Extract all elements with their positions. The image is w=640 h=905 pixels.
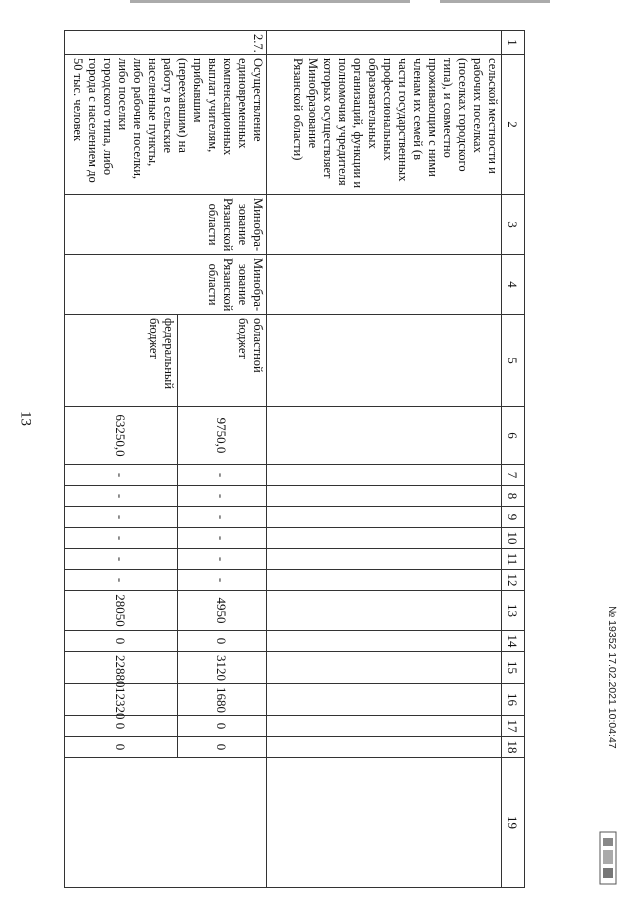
cell-value: - [178, 528, 267, 549]
column-header: 4 [502, 255, 525, 315]
cell-value: - [178, 549, 267, 570]
cell-value: - [65, 507, 178, 528]
cell-value: 22880 [65, 652, 178, 684]
cell-value: - [65, 570, 178, 591]
column-header: 2 [502, 55, 525, 195]
cell-value: 4950 [178, 591, 267, 631]
scan-edge-mark [440, 0, 550, 3]
cell-value: - [178, 570, 267, 591]
scan-edge-mark [130, 0, 410, 3]
column-header: 7 [502, 465, 525, 486]
cell-value: - [65, 486, 178, 507]
row-description: сельской местности и рабочих поселках (поселках городского типа), и совместно проживающим с ними членам их семей (в части государственных профессиональных образовательных организаций, функции и полномочия учредителя которых осуществляет Минобразование Рязанской области) [267, 55, 502, 195]
total-value: 9750,0 [178, 407, 267, 465]
column-header: 5 [502, 315, 525, 407]
row-description: Осуществление единовременных компенсационных выплат учителям, прибывшим (переехавшим) на работу в сельские населенные пункты, либо рабочие поселки, либо поселки городского типа, либо города с населением до 50 тыс. человек [65, 55, 267, 195]
column-header: 18 [502, 737, 525, 758]
column-header: 13 [502, 591, 525, 631]
cell-value: 12320 [65, 684, 178, 716]
registration-stamp-text: № 19352 17.02.2021 10:04:47 [606, 606, 618, 749]
cell-value: 0 [65, 737, 178, 758]
cell-value: - [65, 549, 178, 570]
header-row [502, 31, 525, 888]
table-row-2-7-regional [178, 31, 267, 888]
cell-value: 0 [65, 716, 178, 737]
coat-of-arms-icon [596, 828, 620, 888]
cell-value: 0 [178, 631, 267, 652]
cell-value: 1680 [178, 684, 267, 716]
funding-source: областной бюджет [178, 315, 267, 407]
column-header: 8 [502, 486, 525, 507]
column-header: 11 [502, 549, 525, 570]
cell-value: - [178, 507, 267, 528]
page-number: 13 [17, 411, 34, 426]
column-header: 12 [502, 570, 525, 591]
column-header: 16 [502, 684, 525, 716]
row-number: 2.7. [65, 31, 267, 55]
cell-value: 28050 [65, 591, 178, 631]
column-header: 10 [502, 528, 525, 549]
main-manager: Минобра-зование Рязанской области [65, 255, 267, 315]
column-header: 6 [502, 407, 525, 465]
cell-value: 0 [65, 631, 178, 652]
registration-stamp [596, 606, 618, 826]
table-row-continued [267, 31, 502, 888]
column-header: 19 [502, 758, 525, 888]
total-value: 63250,0 [65, 407, 178, 465]
cell-value: - [65, 465, 178, 486]
funding-source: федеральный бюджет [65, 315, 178, 407]
responsible-executor: Минобра-зование Рязанской области [65, 195, 267, 255]
column-header: 14 [502, 631, 525, 652]
column-header: 1 [502, 31, 525, 55]
column-header: 17 [502, 716, 525, 737]
cell-value: - [65, 528, 178, 549]
column-header: 9 [502, 507, 525, 528]
cell-value: - [178, 465, 267, 486]
column-header: 15 [502, 652, 525, 684]
budget-table [64, 30, 525, 888]
cell-value: 0 [178, 737, 267, 758]
table-container [71, 30, 525, 830]
cell-value: 3120 [178, 652, 267, 684]
column-header: 3 [502, 195, 525, 255]
cell-value: - [178, 486, 267, 507]
cell-value: 0 [178, 716, 267, 737]
